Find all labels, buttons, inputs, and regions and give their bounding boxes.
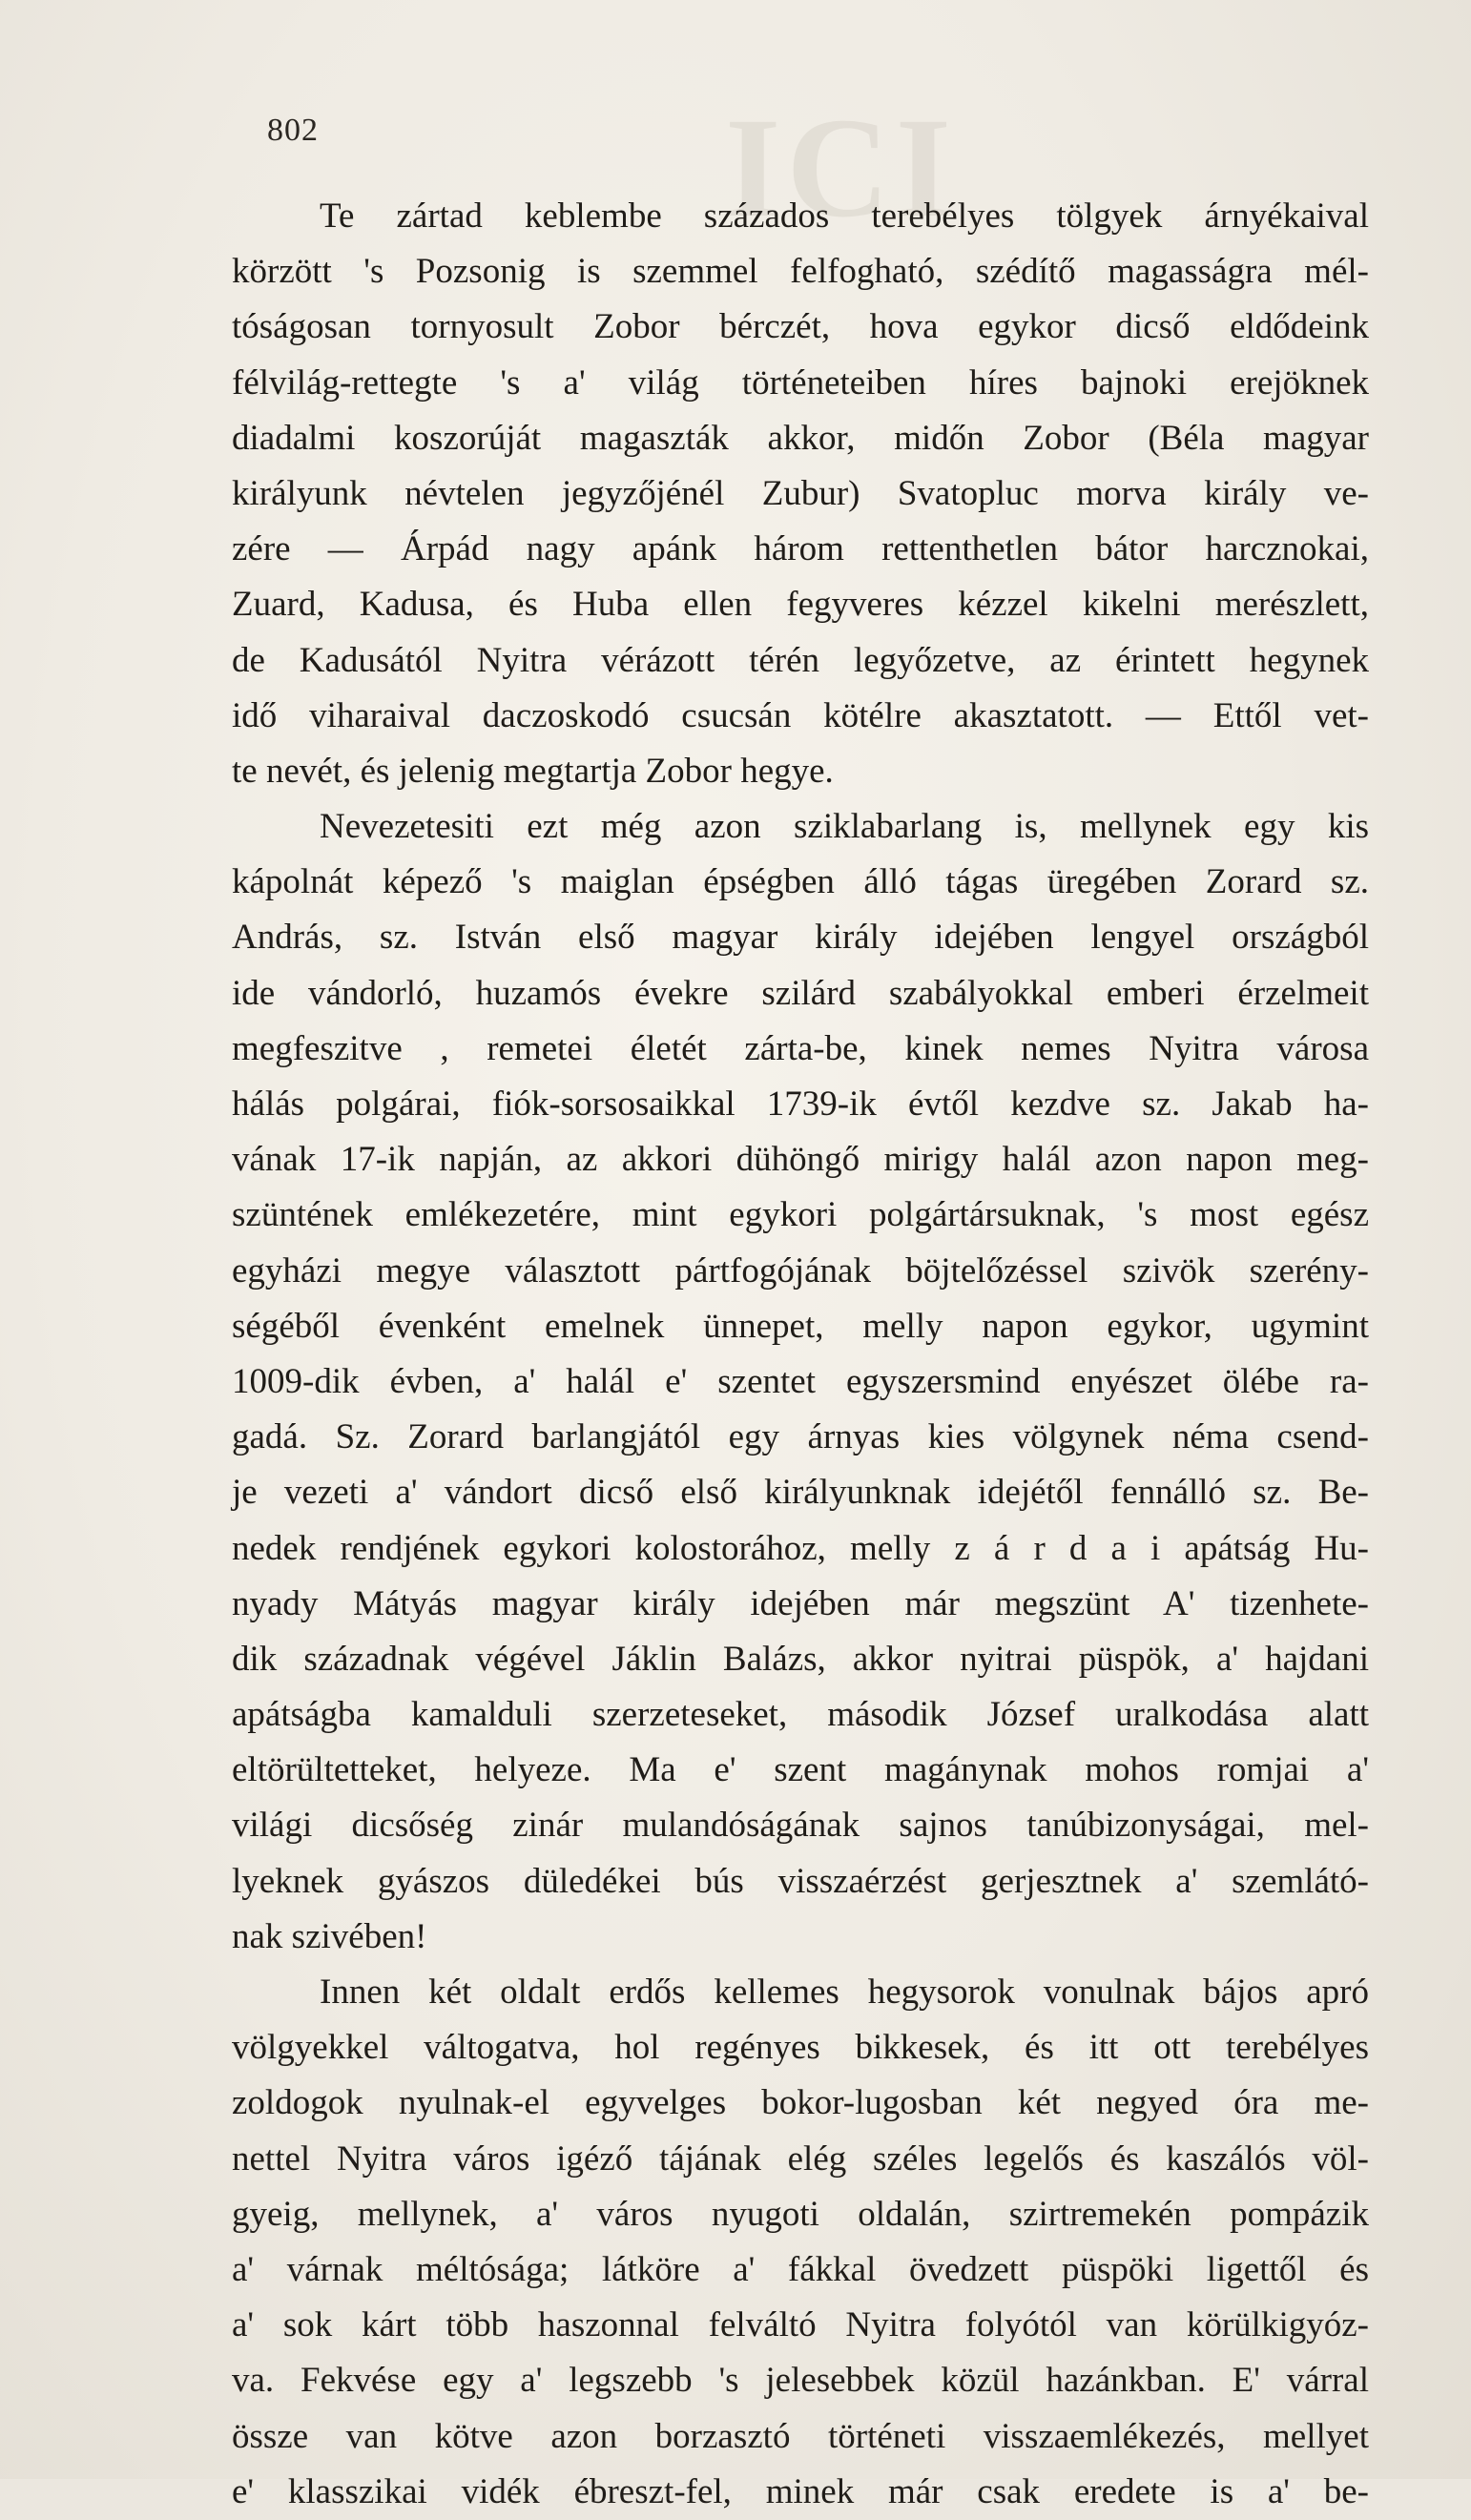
text-line: ségéből évenként emelnek ünnepet, melly napon egykor, ugymint [232,1306,1369,1346]
text-line: je vezeti a' vándort dicső első királyunknak idejétől fennálló sz. Be- [232,1473,1369,1513]
text-line: a' sok kárt több haszonnal felváltó Nyitra folyótól van körülkigyóz- [232,2305,1369,2345]
text-line: megfeszitve , remetei életét zárta-be, kinek nemes Nyitra városa [232,1028,1369,1068]
text-line: gyeig, mellynek, a' város nyugoti oldalán, szirtremekén pompázik [232,2194,1369,2234]
text-line: Zuard, Kadusa, és Huba ellen fegyveres kézzel kikelni merészlett, [232,585,1369,625]
text-line: szüntének emlékezetére, mint egykori polgártársuknak, 's most egész [232,1195,1369,1235]
text-line: idő viharaival daczoskodó csucsán kötélre akasztatott. — Ettől vet- [232,695,1369,735]
text-line: ide vándorló, huzamós évekre szilárd szabályokkal emberi érzelmeit [232,973,1369,1013]
text-line: va. Fekvése egy a' legszebb 's jelesebbek közül hazánkban. E' várral [232,2361,1369,2401]
text-line: lyeknek gyászos düledékei bús visszaérzést gerjesztnek a' szemlátó- [232,1861,1369,1901]
text-line: völgyekkel váltogatva, hol regényes bikkesek, és itt ott terebélyes [232,2028,1369,2068]
text-line: össze van kötve azon borzasztó történeti visszaemlékezés, mellyet [232,2416,1369,2456]
text-line: királyunk névtelen jegyzőjénél Zubur) Svatopluc morva király ve- [232,473,1369,513]
text-line: nettel Nyitra város igéző tájának elég széles legelős és kaszálós völ- [232,2138,1369,2179]
text-line: nedek rendjének egykori kolostorához, melly z á r d a i apátság Hu- [232,1528,1369,1568]
text-line: 1009-dik évben, a' halál e' szentet egyszersmind enyészet ölébe ra- [232,1361,1369,1401]
text-line: apátságba kamalduli szerzeteseket, második József uralkodása alatt [232,1695,1369,1735]
text-line: a' várnak méltósága; látköre a' fákkal övedzett püspöki ligettől és [232,2249,1369,2289]
text-line: vának 17-ik napján, az akkori dühöngő mirigy halál azon napon meg- [232,1140,1369,1180]
text-line: te nevét, és jelenig megtartja Zobor hegye. [232,751,834,791]
text-line: egyházi megye választott pártfogójának böjtelőzéssel szivök szerény- [232,1250,1369,1291]
page-number: 802 [267,113,319,148]
text-line: zére — Árpád nagy apánk három rettenthetlen bátor harcznokai, [232,529,1369,569]
text-line: de Kadusától Nyitra vérázott térén legyőzetve, az érintett hegynek [232,640,1369,680]
text-line: Nevezetesiti ezt még azon sziklabarlang is, mellynek egy kis [320,807,1369,847]
text-line: nak szivében! [232,1916,427,1956]
text-line: kápolnát képező 's maiglan épségben álló tágas üregében Zorard sz. [232,862,1369,902]
text-line: dik századnak végével Jáklin Balázs, akkor nyitrai püspök, a' hajdani [232,1639,1369,1679]
text-line: diadalmi koszorúját magaszták akkor, midőn Zobor (Béla magyar [232,418,1369,458]
text-line: Te zártad keblembe százados terebélyes tölgyek árnyékaival [320,196,1369,236]
text-line: Innen két oldalt erdős kellemes hegysorok vonulnak bájos apró [320,1973,1369,2012]
text-line: eltörültetteket, helyeze. Ma e' szent magánynak mohos romjai a' [232,1750,1369,1790]
body-text [232,189,1369,2520]
text-line: nyady Mátyás magyar király idejében már megszünt A' tizenhete- [232,1583,1369,1623]
text-line: gadá. Sz. Zorard barlangjától egy árnyas kies völgynek néma csend- [232,1417,1369,1457]
text-line: e' klasszikai vidék ébreszt-fel, minek már csak eredete is a' be- [232,2471,1369,2511]
text-line: tóságosan tornyosult Zobor bérczét, hova egykor dicső eldődeink [232,307,1369,347]
text-line: András, sz. István első magyar király idejében lengyel országból [232,918,1369,958]
text-line: világi dicsőség zinár mulandóságának sajnos tanúbizonyságai, mel- [232,1806,1369,1846]
bleed-through-text: ICI [725,89,958,247]
text-line: félvilág-rettegte 's a' világ történeteiben híres bajnoki erejöknek [232,362,1369,403]
text-line: hálás polgárai, fiók-sorsosaikkal 1739-ik évtől kezdve sz. Jakab ha- [232,1084,1369,1124]
text-line: zoldogok nyulnak-el egyvelges bokor-lugosban két negyed óra me- [232,2083,1369,2123]
text-line: körzött 's Pozsonig is szemmel felfogható, szédítő magasságra mél- [232,252,1369,292]
